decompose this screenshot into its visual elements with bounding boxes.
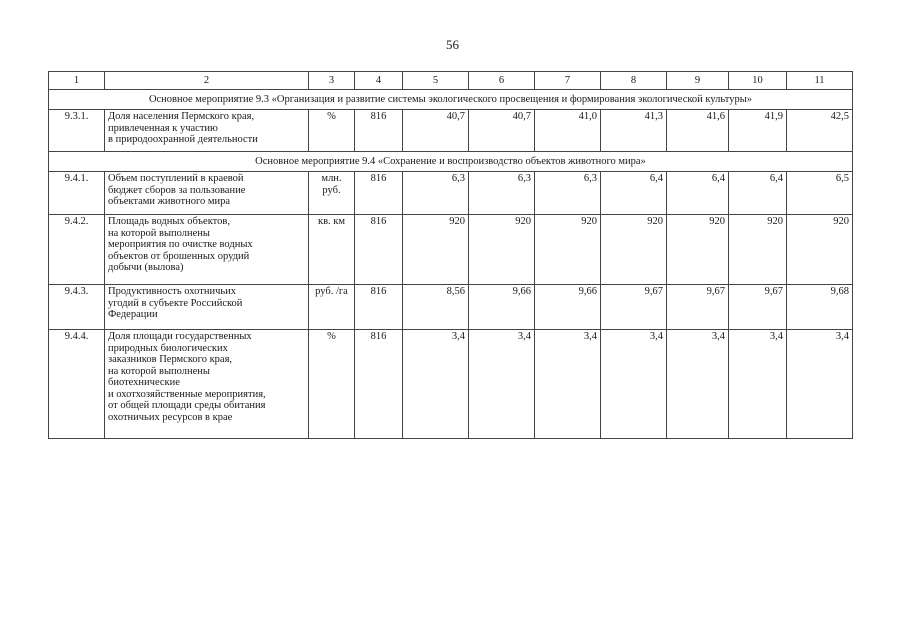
- indicator-name-line: Федерации: [108, 309, 158, 320]
- value-cell: 920: [667, 215, 729, 285]
- column-header-10: 10: [729, 72, 787, 90]
- indicator-name: [105, 172, 309, 215]
- unit-cell: %: [309, 330, 355, 439]
- indicator-name-line: добычи (вылова): [108, 262, 184, 273]
- value-cell: 41,9: [729, 110, 787, 152]
- value-cell: 920: [535, 215, 601, 285]
- indicators-table: [48, 71, 853, 439]
- column-header-3: 3: [309, 72, 355, 90]
- section-row: [49, 152, 853, 172]
- unit-cell: руб. /га: [309, 285, 355, 330]
- value-cell: 40,7: [403, 110, 469, 152]
- indicator-name-line: биотехнические: [108, 377, 180, 388]
- value-cell: 3,4: [535, 330, 601, 439]
- column-header-1: 1: [49, 72, 105, 90]
- section-title: Основное мероприятие 9.4 «Сохранение и воспроизводство объектов животного мира»: [49, 152, 853, 172]
- indicator-name-line: охотничьих ресурсов в крае: [108, 411, 233, 423]
- value-cell: 3,4: [601, 330, 667, 439]
- indicator-name: [105, 285, 309, 330]
- value-cell: 3,4: [469, 330, 535, 439]
- section-row: [49, 90, 853, 110]
- row-code: 9.4.1.: [49, 172, 105, 215]
- value-cell: 6,4: [667, 172, 729, 215]
- code-cell: 816: [355, 330, 403, 439]
- unit-cell: кв. км: [309, 215, 355, 285]
- row-code: 9.4.3.: [49, 285, 105, 330]
- indicator-name-line: угодий в субъекте Российской: [108, 297, 243, 309]
- column-header-11: 11: [787, 72, 853, 90]
- unit-cell: %: [309, 110, 355, 152]
- column-header-6: 6: [469, 72, 535, 90]
- indicator-name: [105, 215, 309, 285]
- value-cell: 920: [729, 215, 787, 285]
- column-header-2: 2: [105, 72, 309, 90]
- value-cell: 40,7: [469, 110, 535, 152]
- page-number: 56: [446, 37, 459, 52]
- value-cell: 920: [787, 215, 853, 285]
- value-cell: 6,4: [601, 172, 667, 215]
- indicator-name-line: в природоохранной деятельности: [108, 134, 258, 145]
- column-header-5: 5: [403, 72, 469, 90]
- column-header-9: 9: [667, 72, 729, 90]
- indicator-name-line: Площадь водных объектов,: [108, 216, 230, 227]
- indicator-name-line: объектов от брошенных орудий: [108, 250, 250, 262]
- value-cell: 920: [469, 215, 535, 285]
- row-code: 9.4.2.: [49, 215, 105, 285]
- value-cell: 3,4: [787, 330, 853, 439]
- value-cell: 6,4: [729, 172, 787, 215]
- table-row: [49, 330, 853, 439]
- value-cell: 920: [403, 215, 469, 285]
- column-header-8: 8: [601, 72, 667, 90]
- value-cell: 3,4: [729, 330, 787, 439]
- value-cell: 41,0: [535, 110, 601, 152]
- indicator-name-line: и охотхозяйственные мероприятия,: [108, 388, 266, 400]
- value-cell: 9,68: [787, 285, 853, 330]
- value-cell: 9,66: [469, 285, 535, 330]
- code-cell: 816: [355, 215, 403, 285]
- value-cell: 9,67: [667, 285, 729, 330]
- indicator-name: [105, 330, 309, 439]
- table-row: [49, 285, 853, 330]
- value-cell: 42,5: [787, 110, 853, 152]
- value-cell: 41,6: [667, 110, 729, 152]
- value-cell: 41,3: [601, 110, 667, 152]
- code-cell: 816: [355, 110, 403, 152]
- value-cell: 8,56: [403, 285, 469, 330]
- value-cell: 9,67: [601, 285, 667, 330]
- indicator-name-line: Продуктивность охотничьих: [108, 286, 237, 297]
- indicator-name-line: Доля площади государственных: [108, 331, 252, 342]
- value-cell: 3,4: [403, 330, 469, 439]
- indicator-name-line: бюджет сборов за пользование: [108, 184, 246, 196]
- value-cell: 9,66: [535, 285, 601, 330]
- table-row: [49, 110, 853, 152]
- row-code: 9.3.1.: [49, 110, 105, 152]
- indicator-name-line: Объем поступлений в краевой: [108, 173, 244, 184]
- table-row: [49, 215, 853, 285]
- table-row: [49, 172, 853, 215]
- value-cell: 6,5: [787, 172, 853, 215]
- indicator-name-line: природных биологических: [108, 342, 228, 354]
- indicator-name-line: мероприятия по очистке водных: [108, 239, 253, 250]
- indicator-name-line: на которой выполнены: [108, 227, 210, 239]
- indicator-name: [105, 110, 309, 152]
- indicator-name-line: от общей площади среды обитания: [108, 400, 266, 411]
- column-header-4: 4: [355, 72, 403, 90]
- indicator-name-line: заказников Пермского края,: [108, 354, 233, 365]
- row-code: 9.4.4.: [49, 330, 105, 439]
- code-cell: 816: [355, 285, 403, 330]
- indicator-name-line: привлеченная к участию: [108, 122, 218, 134]
- code-cell: 816: [355, 172, 403, 215]
- indicator-name-line: на которой выполнены: [108, 365, 210, 377]
- value-cell: 6,3: [403, 172, 469, 215]
- value-cell: 6,3: [535, 172, 601, 215]
- table-body: [49, 72, 853, 439]
- column-header-7: 7: [535, 72, 601, 90]
- indicator-name-line: объектами животного мира: [108, 196, 231, 207]
- value-cell: 3,4: [667, 330, 729, 439]
- value-cell: 9,67: [729, 285, 787, 330]
- unit-cell: млн. руб.: [309, 172, 355, 215]
- indicator-name-line: Доля населения Пермского края,: [108, 111, 255, 122]
- header-row: [49, 72, 853, 90]
- value-cell: 920: [601, 215, 667, 285]
- value-cell: 6,3: [469, 172, 535, 215]
- section-title: Основное мероприятие 9.3 «Организация и развитие системы экологического просвещения и формирования экологической культуры»: [49, 90, 853, 110]
